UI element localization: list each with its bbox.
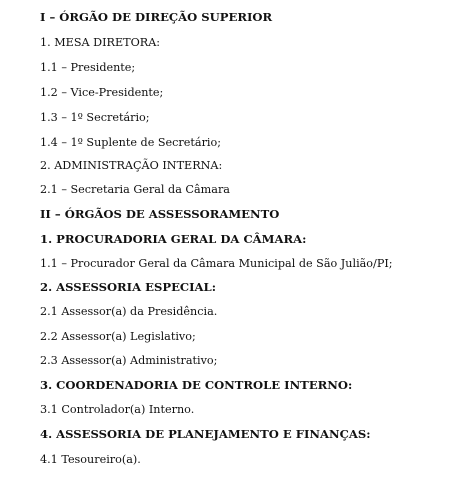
subheading-assessoria-planejamento-financas: 4. ASSESSORIA DE PLANEJAMENTO E FINANÇAS: <box>40 427 371 441</box>
list-item-vice-presidente: 1.2 – Vice-Presidente; <box>40 86 164 99</box>
list-item-mesa-diretora: 1. MESA DIRETORA: <box>40 36 161 49</box>
section-heading-orgaos-assessoramento: II – ÓRGÃOS DE ASSESSORAMENTO <box>40 207 280 221</box>
list-item-assessor-legislativo: 2.2 Assessor(a) Legislativo; <box>40 330 196 343</box>
list-item-controlador-interno: 3.1 Controlador(a) Interno. <box>40 403 195 416</box>
subheading-procuradoria-geral: 1. PROCURADORIA GERAL DA CÂMARA: <box>40 232 307 246</box>
list-item-secretaria-geral: 2.1 – Secretaria Geral da Câmara <box>40 183 230 196</box>
list-item-primeiro-secretario: 1.3 – 1º Secretário; <box>40 111 150 124</box>
subheading-assessoria-especial: 2. ASSESSORIA ESPECIAL: <box>40 280 216 294</box>
list-item-administracao-interna: 2. ADMINISTRAÇÃO INTERNA: <box>40 159 223 172</box>
list-item-presidente: 1.1 – Presidente; <box>40 61 136 74</box>
list-item-assessor-presidencia: 2.1 Assessor(a) da Presidência. <box>40 305 218 318</box>
list-item-assessor-administrativo: 2.3 Assessor(a) Administrativo; <box>40 354 218 367</box>
list-item-primeiro-suplente: 1.4 – 1º Suplente de Secretário; <box>40 136 221 149</box>
subheading-coordenadoria-controle-interno: 3. COORDENADORIA DE CONTROLE INTERNO: <box>40 378 353 392</box>
list-item-tesoureiro: 4.1 Tesoureiro(a). <box>40 453 141 466</box>
list-item-procurador-geral: 1.1 – Procurador Geral da Câmara Municipal de São Julião/PI; <box>40 257 393 270</box>
section-heading-orgao-direcao-superior: I – ÓRGÃO DE DIREÇÃO SUPERIOR <box>40 10 273 24</box>
